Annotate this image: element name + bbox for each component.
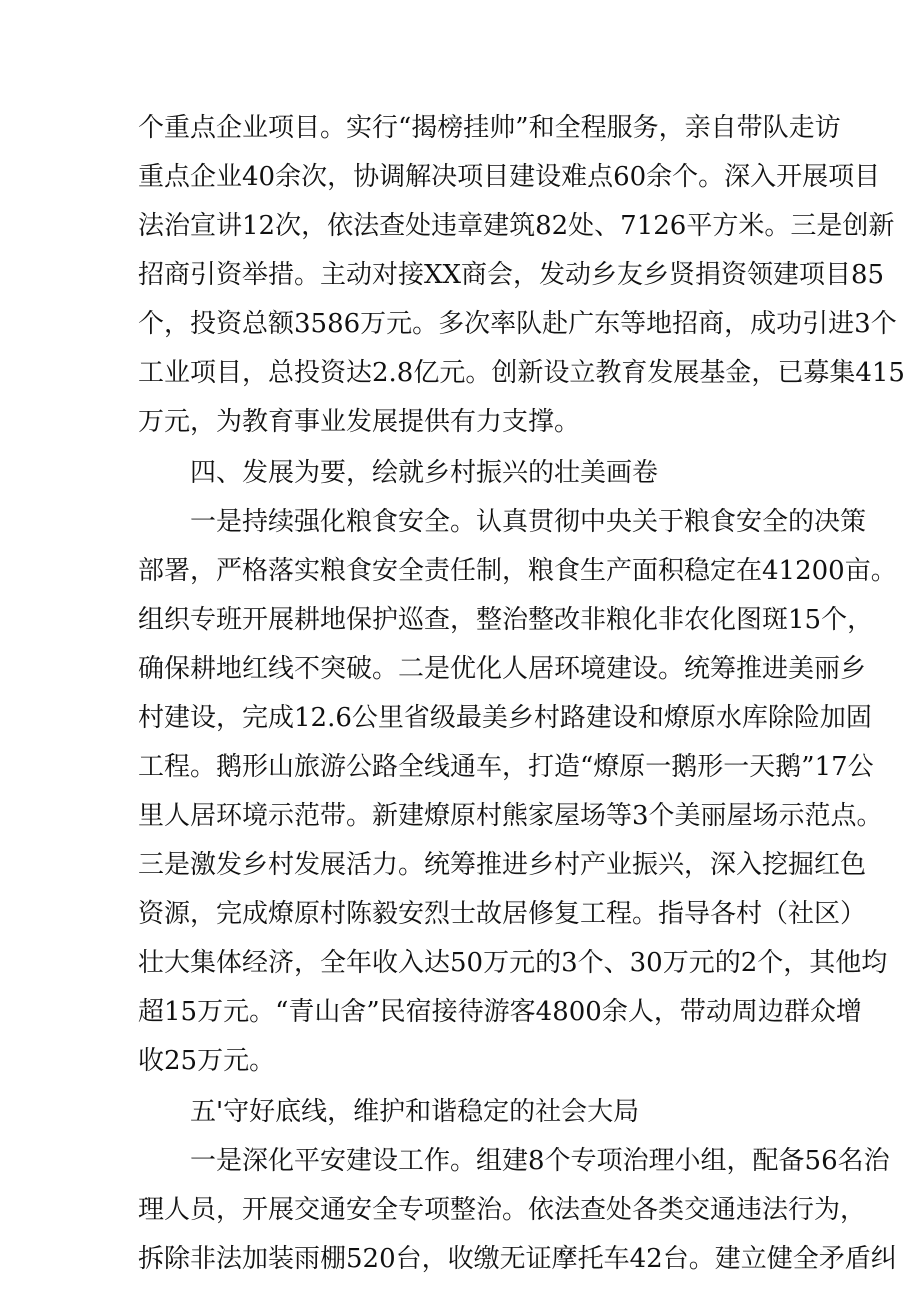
text-line: 理人员，开展交通安全专项整治。依法查处各类交通违法行为， <box>138 1195 867 1225</box>
text-line: 三是激发乡村发展活力。统筹推进乡村产业振兴，深入挖掘红色 <box>138 850 867 880</box>
text-line: 壮大集体经济，全年收入达50万元的3个、30万元的2个，其他均 <box>138 948 888 978</box>
text-line: 组织专班开展耕地保护巡查，整治整改非粮化非农化图斑15个， <box>138 605 874 635</box>
text-line: 万元，为教育事业发展提供有力支撑。 <box>138 407 581 437</box>
text-line: 确保耕地红线不突破。二是优化人居环境建设。统筹推进美丽乡 <box>138 654 867 684</box>
text-line: 法治宣讲12次，依法查处违章建筑82处、7126平方米。三是创新 <box>138 211 895 241</box>
text-line: 收25万元。 <box>138 1046 276 1076</box>
text-line: 个重点企业项目。实行“揭榜挂帅”和全程服务，亲自带队走访 <box>138 113 841 143</box>
text-line: 里人居环境示范带。新建燎原村熊家屋场等3个美丽屋场示范点。 <box>138 801 883 831</box>
text-line: 拆除非法加装雨棚520台，收缴无证摩托车42台。建立健全矛盾纠 <box>138 1244 897 1274</box>
text-line: 部署，严格落实粮食安全责任制，粮食生产面积稳定在41200亩。 <box>138 556 897 586</box>
text-line: 工业项目，总投资达2.8亿元。创新设立教育发展基金，已募集415 <box>138 358 905 388</box>
text-line: 资源，完成燎原村陈毅安烈士故居修复工程。指导各村（社区） <box>138 899 867 929</box>
text-line: 超15万元。“青山舍”民宿接待游客4800余人，带动周边群众增 <box>138 997 862 1027</box>
text-line: 村建设，完成12.6公里省级最美乡村路建设和燎原水库除险加固 <box>138 703 872 733</box>
text-line: 重点企业40余次，协调解决项目建设难点60余个。深入开展项目 <box>138 162 881 192</box>
section-heading: 四、发展为要，绘就乡村振兴的壮美画卷 <box>190 458 659 488</box>
text-line: 一是深化平安建设工作。组建8个专项治理小组，配备56名治 <box>190 1146 890 1176</box>
text-line: 个，投资总额3586万元。多次率队赴广东等地招商，成功引进3个 <box>138 309 897 339</box>
text-line: 工程。鹅形山旅游公路全线通车，打造“燎原一鹅形一天鹅”17公 <box>138 752 874 782</box>
text-line: 一是持续强化粮食安全。认真贯彻中央关于粮食安全的决策 <box>190 507 867 537</box>
section-heading: 五'守好底线，维护和谐稳定的社会大局 <box>190 1097 640 1127</box>
text-line: 招商引资举措。主动对接XX商会，发动乡友乡贤捐资领建项目85 <box>138 260 885 290</box>
